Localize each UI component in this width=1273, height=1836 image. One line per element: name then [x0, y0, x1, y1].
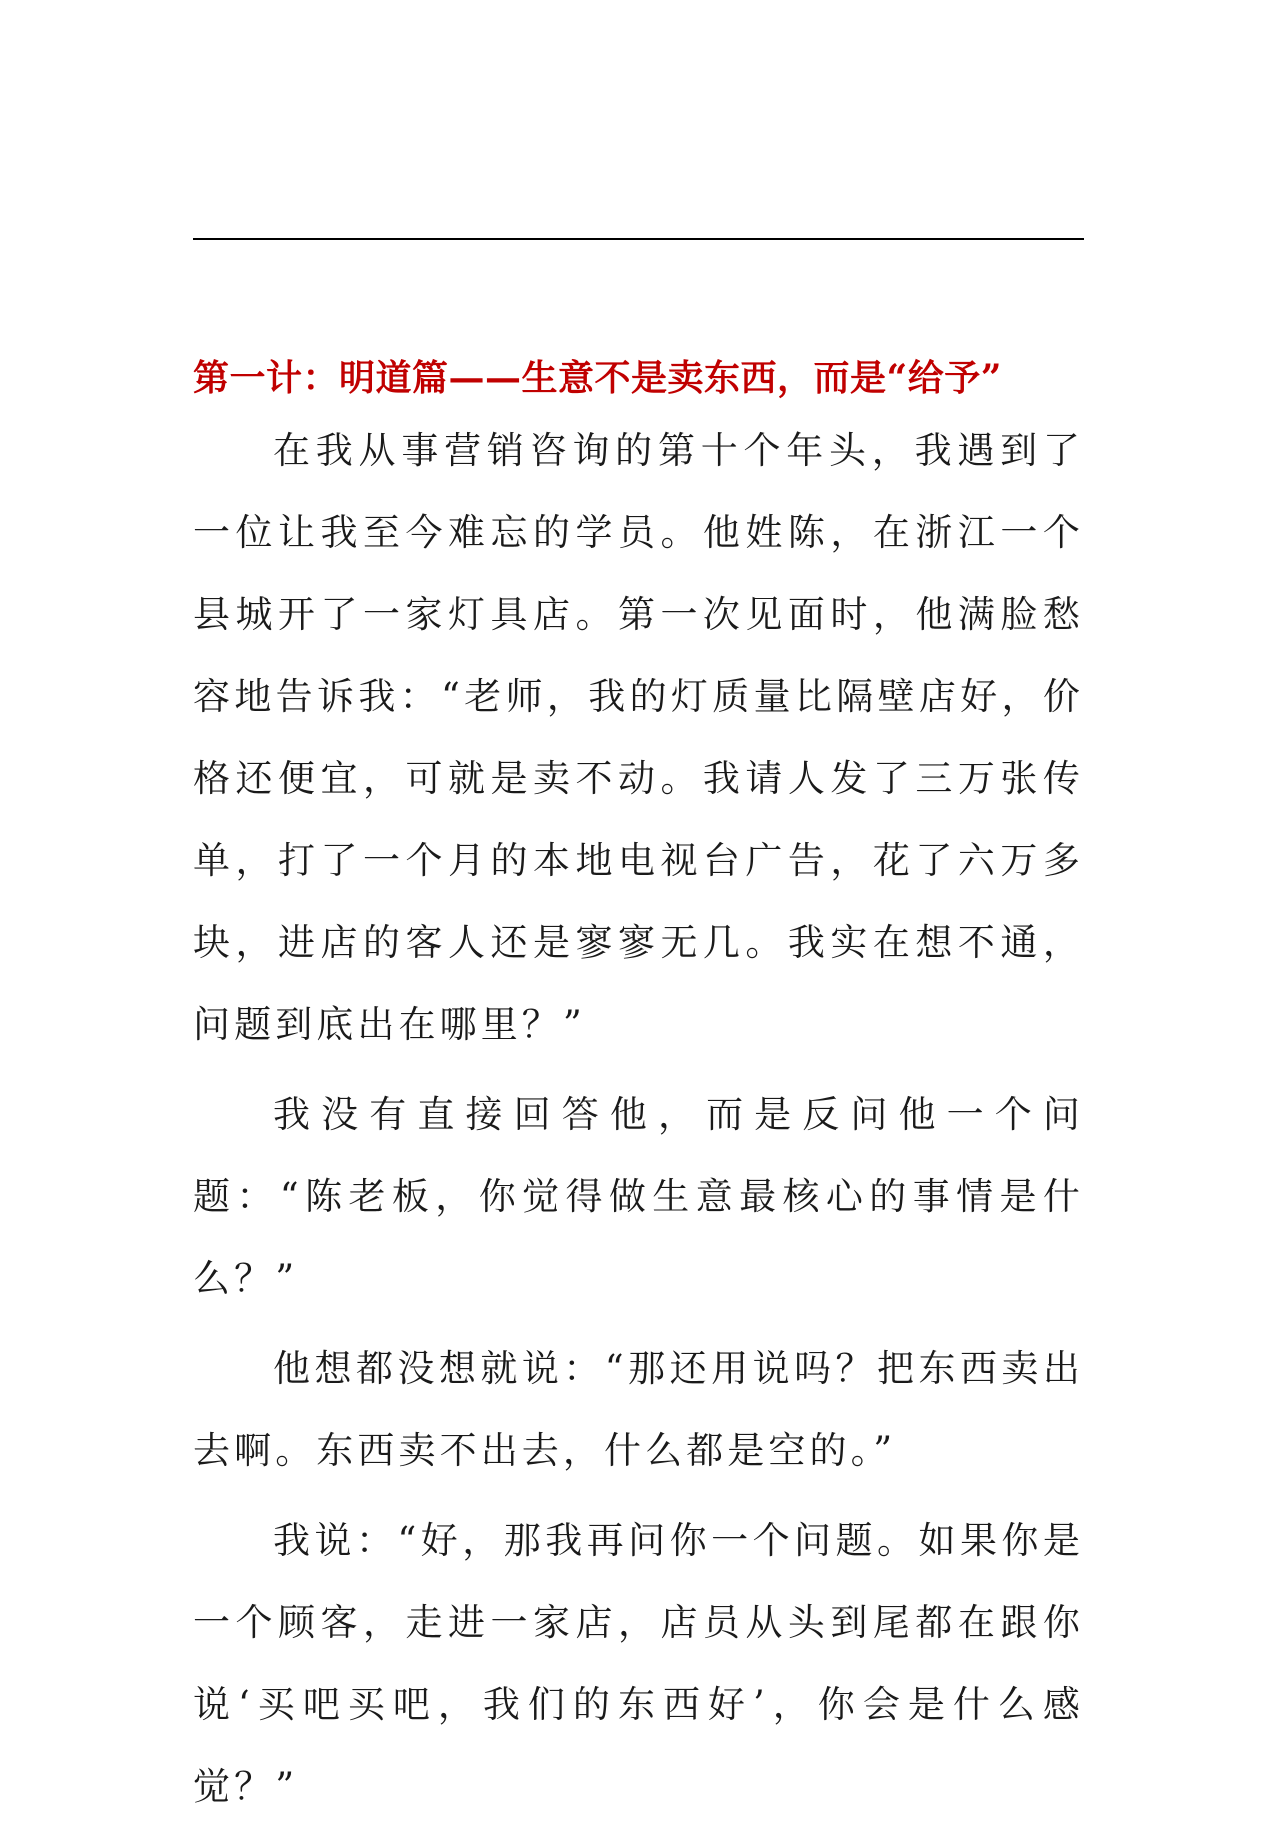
- paragraph-2: 我没有直接回答他，而是反问他一个问题：“陈老板，你觉得做生意最核心的事情是什么？”: [193, 1093, 1084, 1300]
- paragraph-1: 在我从事营销咨询的第十个年头，我遇到了一位让我至今难忘的学员。他姓陈，在浙江一个县城开了一家灯具店。第一次见面时，他满脸愁容地告诉我：“老师，我的灯质量比隔壁店好，价格还便宜，可就是卖不动。我请人发了三万张传单，打了一个月的本地电视台广告，花了六万多块，进店的客人还是寥寥无几。我实在想不通，问题到底出在哪里？”: [193, 429, 1084, 1046]
- document-body: [193, 352, 1084, 1836]
- paragraph-3: 他想都没想就说：“那还用说吗？把东西卖出去啊。东西卖不出去，什么都是空的。”: [193, 1347, 1084, 1472]
- header-rule: [193, 238, 1084, 240]
- paragraph-4: 我说：“好，那我再问你一个问题。如果你是一个顾客，走进一家店，店员从头到尾都在跟你说‘买吧买吧，我们的东西好’，你会是什么感觉？”: [193, 1519, 1084, 1808]
- chapter-title: 第一计：明道篇——生意不是卖东西，而是“给予”: [193, 357, 1002, 399]
